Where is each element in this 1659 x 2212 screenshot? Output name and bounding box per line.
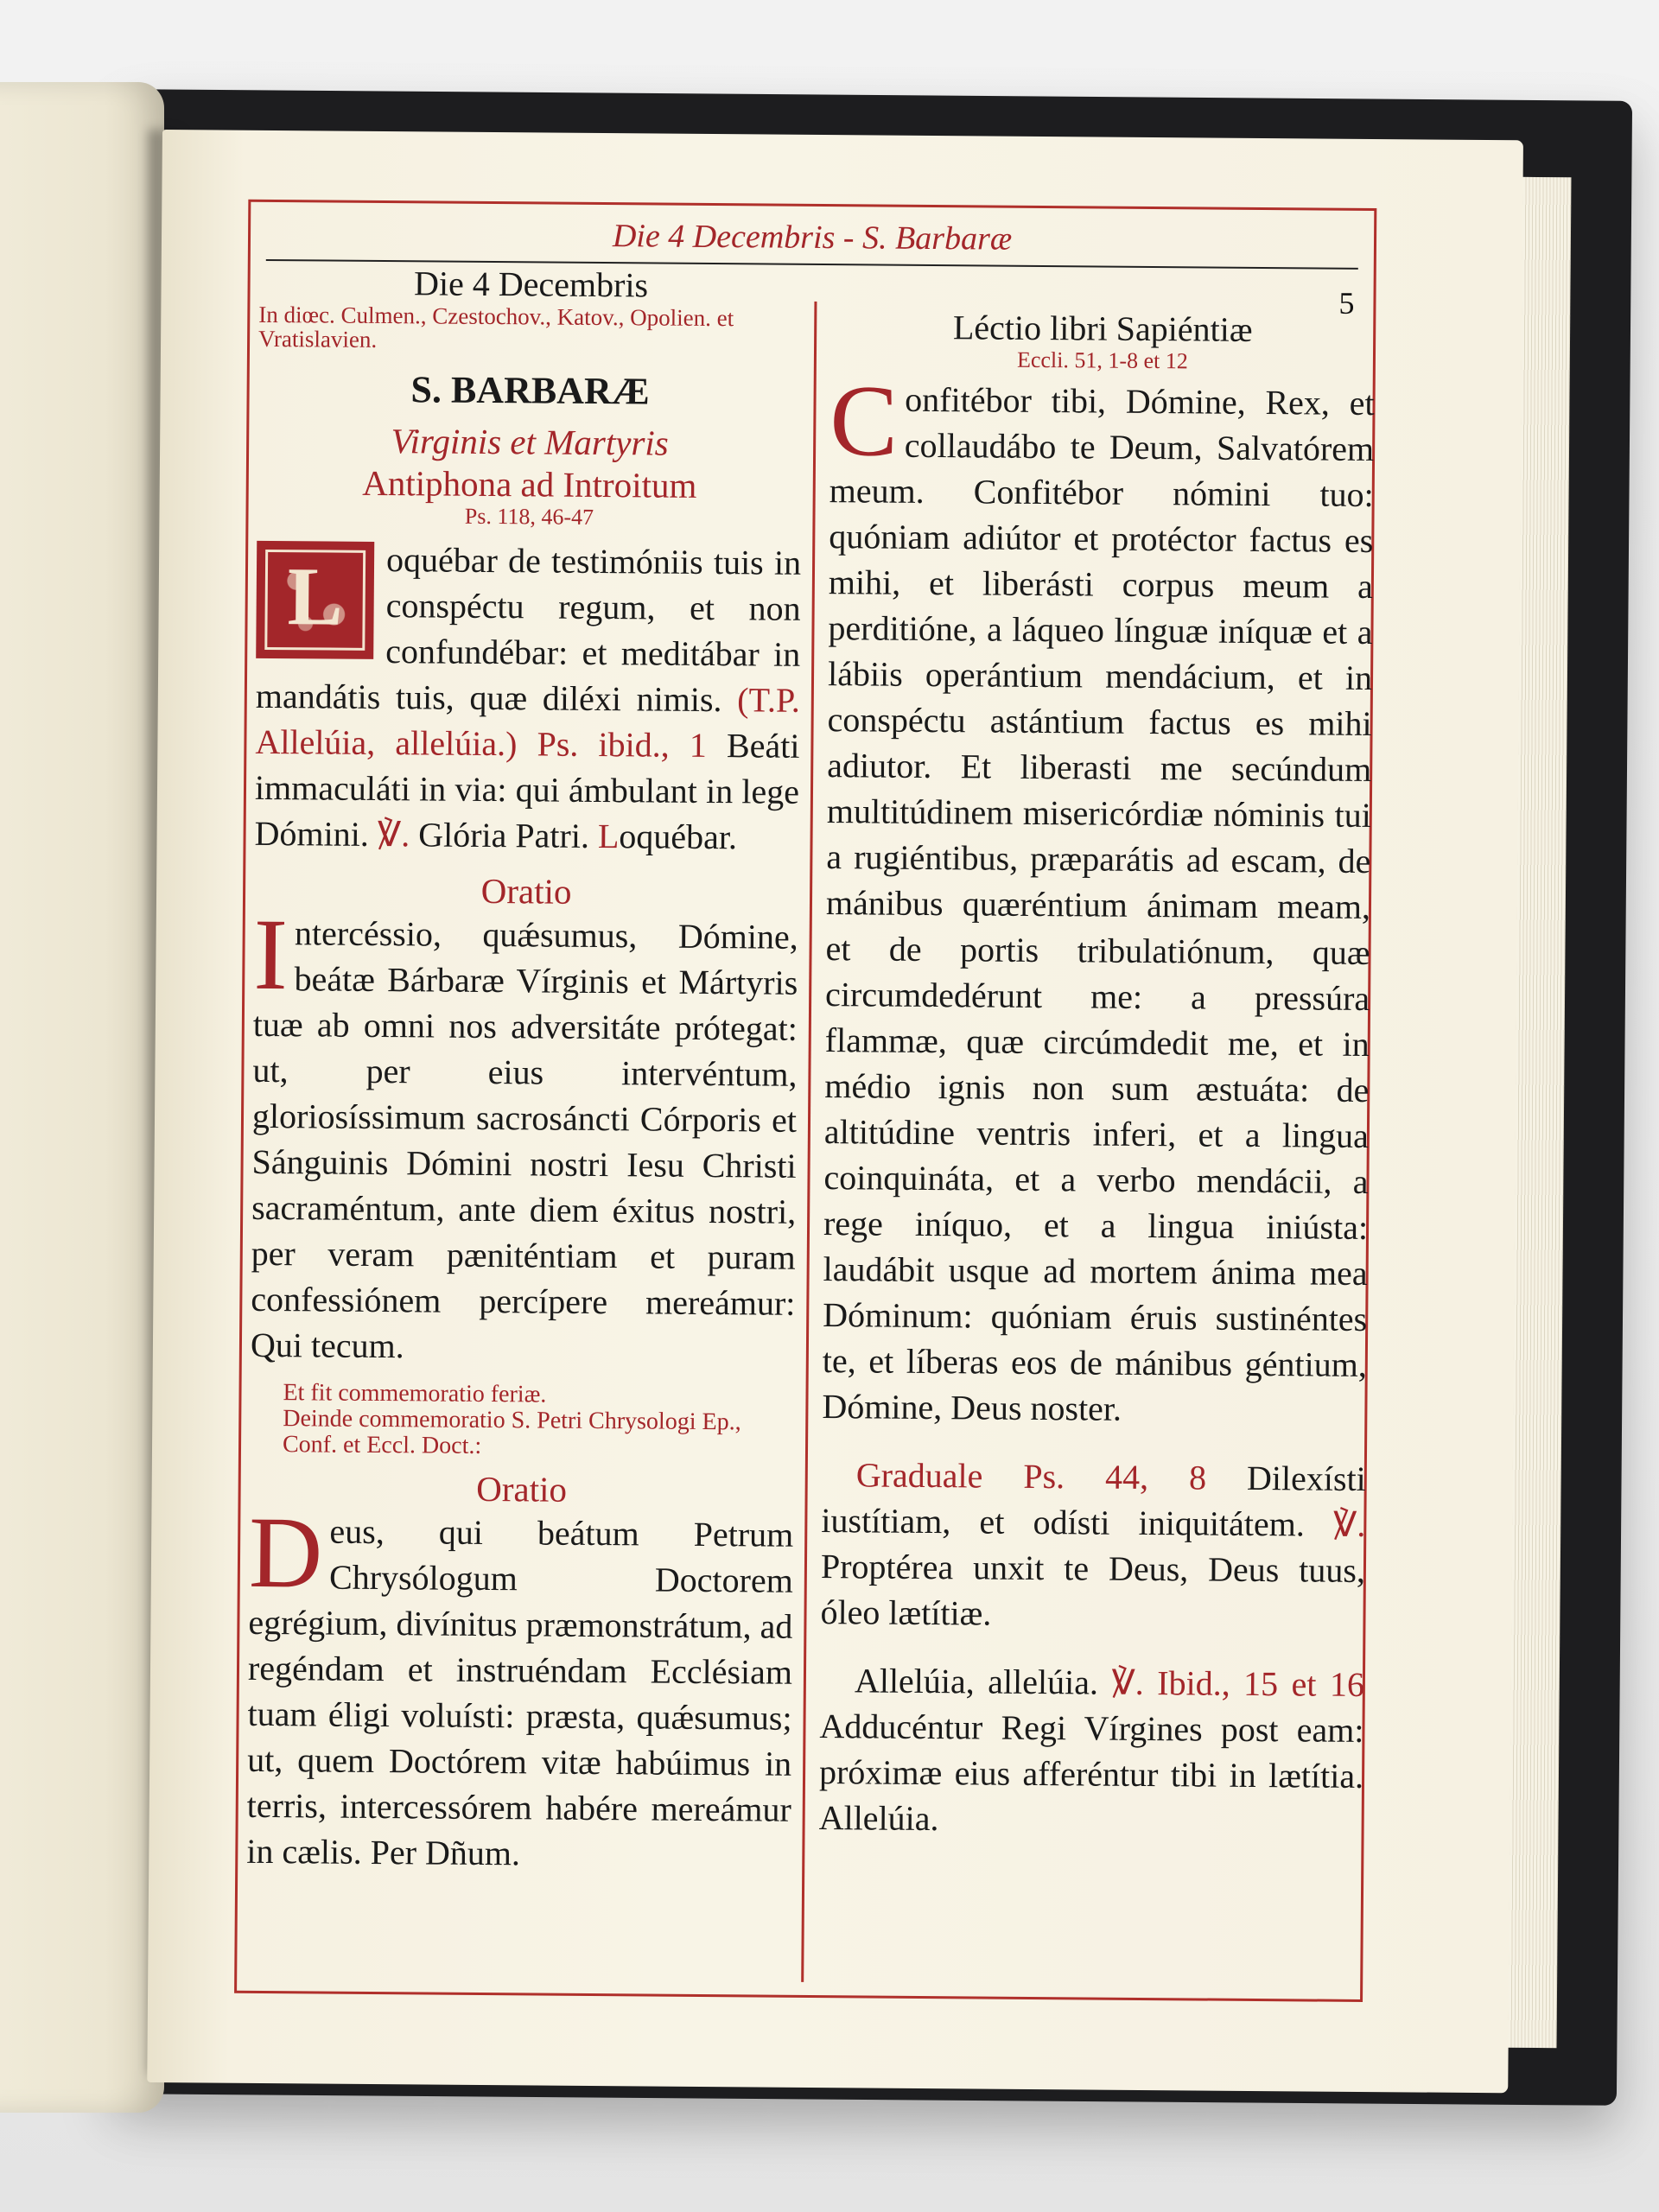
oratio2-paragraph xyxy=(246,1495,794,1878)
left-column xyxy=(246,263,804,1878)
gloria-text: Glória Patri. xyxy=(418,815,590,855)
alleluia-paragraph xyxy=(818,1657,1364,1845)
saint-title: Virginis et Martyris xyxy=(391,421,669,463)
oratio-drop-initial: I xyxy=(252,897,289,1012)
tp-alleluia: (T.P. Allelúia, allelúia.) xyxy=(255,680,801,764)
antiphon-reference: Ps. 118, 46-47 xyxy=(464,503,594,530)
lectio-drop-initial: C xyxy=(829,364,899,478)
alleluia-text: Allelúia, allelúia. xyxy=(854,1661,1099,1702)
psalm-text: Beáti immaculáti in via: qui ámbulant in lege Dómini. xyxy=(254,726,800,854)
introit-paragraph xyxy=(254,536,801,861)
feast-date: Die 4 Decembris xyxy=(413,264,649,305)
oratio2-text: eus, qui beátum Petrum Chrysólogum Doctorem egrégium, divínitus præmonstrátum, ad regéndam et instruéndam Ecclésiam tuam éligi voluísti: præsta, quǽsumus; ut, quem Doctórem vitæ habúimus in terris, intercessórem habére mereámur in cælis. Per Dñum. xyxy=(246,1511,794,1873)
column-divider xyxy=(801,302,817,1982)
alleluia-versicle: ℣. xyxy=(1111,1662,1144,1702)
oratio-text: ntercéssio, quǽsumus, Dómine, beátæ Bárbaræ Vírginis et Mártyris tuæ ab omni nos adversitáte prótegat: ut, per eius intervéntum, gloriosíssimum sacrosáncti Córporis et Sánguinis Dómini nostri Iesu Christi sacraméntum, ante diem éxitus nostri, per veram pæniténtiam et puram confessiónem percípere mereámur: Qui tecum. xyxy=(250,913,798,1366)
right-page xyxy=(147,130,1523,2093)
dioceses-note: In diœc. Culmen., Czestochov., Katov., Opolien. et Vratislavien. xyxy=(257,301,734,353)
oratio-heading: Oratio xyxy=(480,870,572,912)
introit-text: oquébar de testimóniis tuis in conspéctu regum, et non confundébar: et meditábar in mandátis tuis, quæ diléxi nimis. xyxy=(255,540,802,720)
saint-name: S. BARBARÆ xyxy=(410,368,650,413)
lectio-text: onfitébor tibi, Dómine, Rex, et collaudábo te Deum, Salvatórem meum. Confitébor nómini tuo: quóniam adiútor et protéctor factus es mihi, et liberásti corpus meum a perditióne, a láqueo línguæ iníquæ et a lábiis operántium mendácium, et in conspéctu astántium factus es mihi adiutor. Et liberasti me secúndum multitúdinem misericórdiæ nóminis tui a rugiéntibus, præparátis ad escam, de mánibus quæréntium ánimam meam, et de portis tribulatiónum, quæ circumdedérunt me: a pressúra flammæ, quæ circúmdedit me, et in médio ignis non sum æstuáta: de altitúdine ventris inferi, et a lingua coinquináta, et a verbo mendácii, a rege iníquo, et a lingua iniústa: laudábit usque ad mortem ánima mea Dóminum: quóniam éruis sustinéntes te, et líberas eos de mánibus géntium, Dómine, Deus noster. xyxy=(822,379,1375,1428)
lectio-reference: Eccli. 51, 1-8 et 12 xyxy=(1016,346,1188,374)
page-number: 5 xyxy=(1338,285,1355,321)
graduale-versicle: ℣. xyxy=(1332,1504,1366,1544)
commemoration-notes xyxy=(250,1380,795,1462)
oratio2-heading: Oratio xyxy=(476,1468,568,1510)
graduale-text-2: Proptérea unxit te Deus, Deus tuus, óleo lætítiæ. xyxy=(820,1547,1366,1633)
versicle-symbol: ℣. xyxy=(377,814,410,855)
repeat-text: oquébar. xyxy=(619,817,738,857)
running-head: Die 4 Decembris - S. Barbaræ xyxy=(266,207,1358,270)
repeat-initial: L xyxy=(597,816,620,856)
ornate-initial-letter: L xyxy=(287,550,344,643)
left-page-edge xyxy=(0,82,164,2113)
alleluia-body: Adducéntur Regi Vírgines post eam: próximæ eius afferéntur tibi in lætítia. Allelúia. xyxy=(818,1707,1364,1839)
right-column xyxy=(818,267,1375,1845)
antiphon-heading: Antiphona ad Introitum xyxy=(362,462,697,505)
lectio-paragraph xyxy=(822,364,1375,1433)
ornate-initial xyxy=(256,541,374,659)
oratio-paragraph xyxy=(250,897,798,1372)
graduale-text: Dilexísti iustítiam, et odísti iniquitátem. xyxy=(821,1458,1366,1544)
graduale-paragraph xyxy=(820,1452,1366,1639)
psalm-reference: Ps. ibid., 1 xyxy=(537,724,708,765)
commemoration-note-2: Deinde commemoratio S. Petri Chrysologi Ep., Conf. et Eccl. Doct.: xyxy=(282,1405,741,1459)
alleluia-reference: Ibid., 15 et 16 xyxy=(1157,1663,1365,1704)
oratio2-drop-initial: D xyxy=(248,1495,323,1610)
graduale-reference: Ps. 44, 8 xyxy=(1023,1456,1207,1497)
lectio-heading: Léctio libri Sapiéntiæ xyxy=(952,308,1253,349)
page-frame xyxy=(234,200,1376,2002)
graduale-label: Graduale xyxy=(855,1455,983,1496)
commemoration-note-1: Et fit commemoratio feriæ. xyxy=(283,1379,547,1408)
